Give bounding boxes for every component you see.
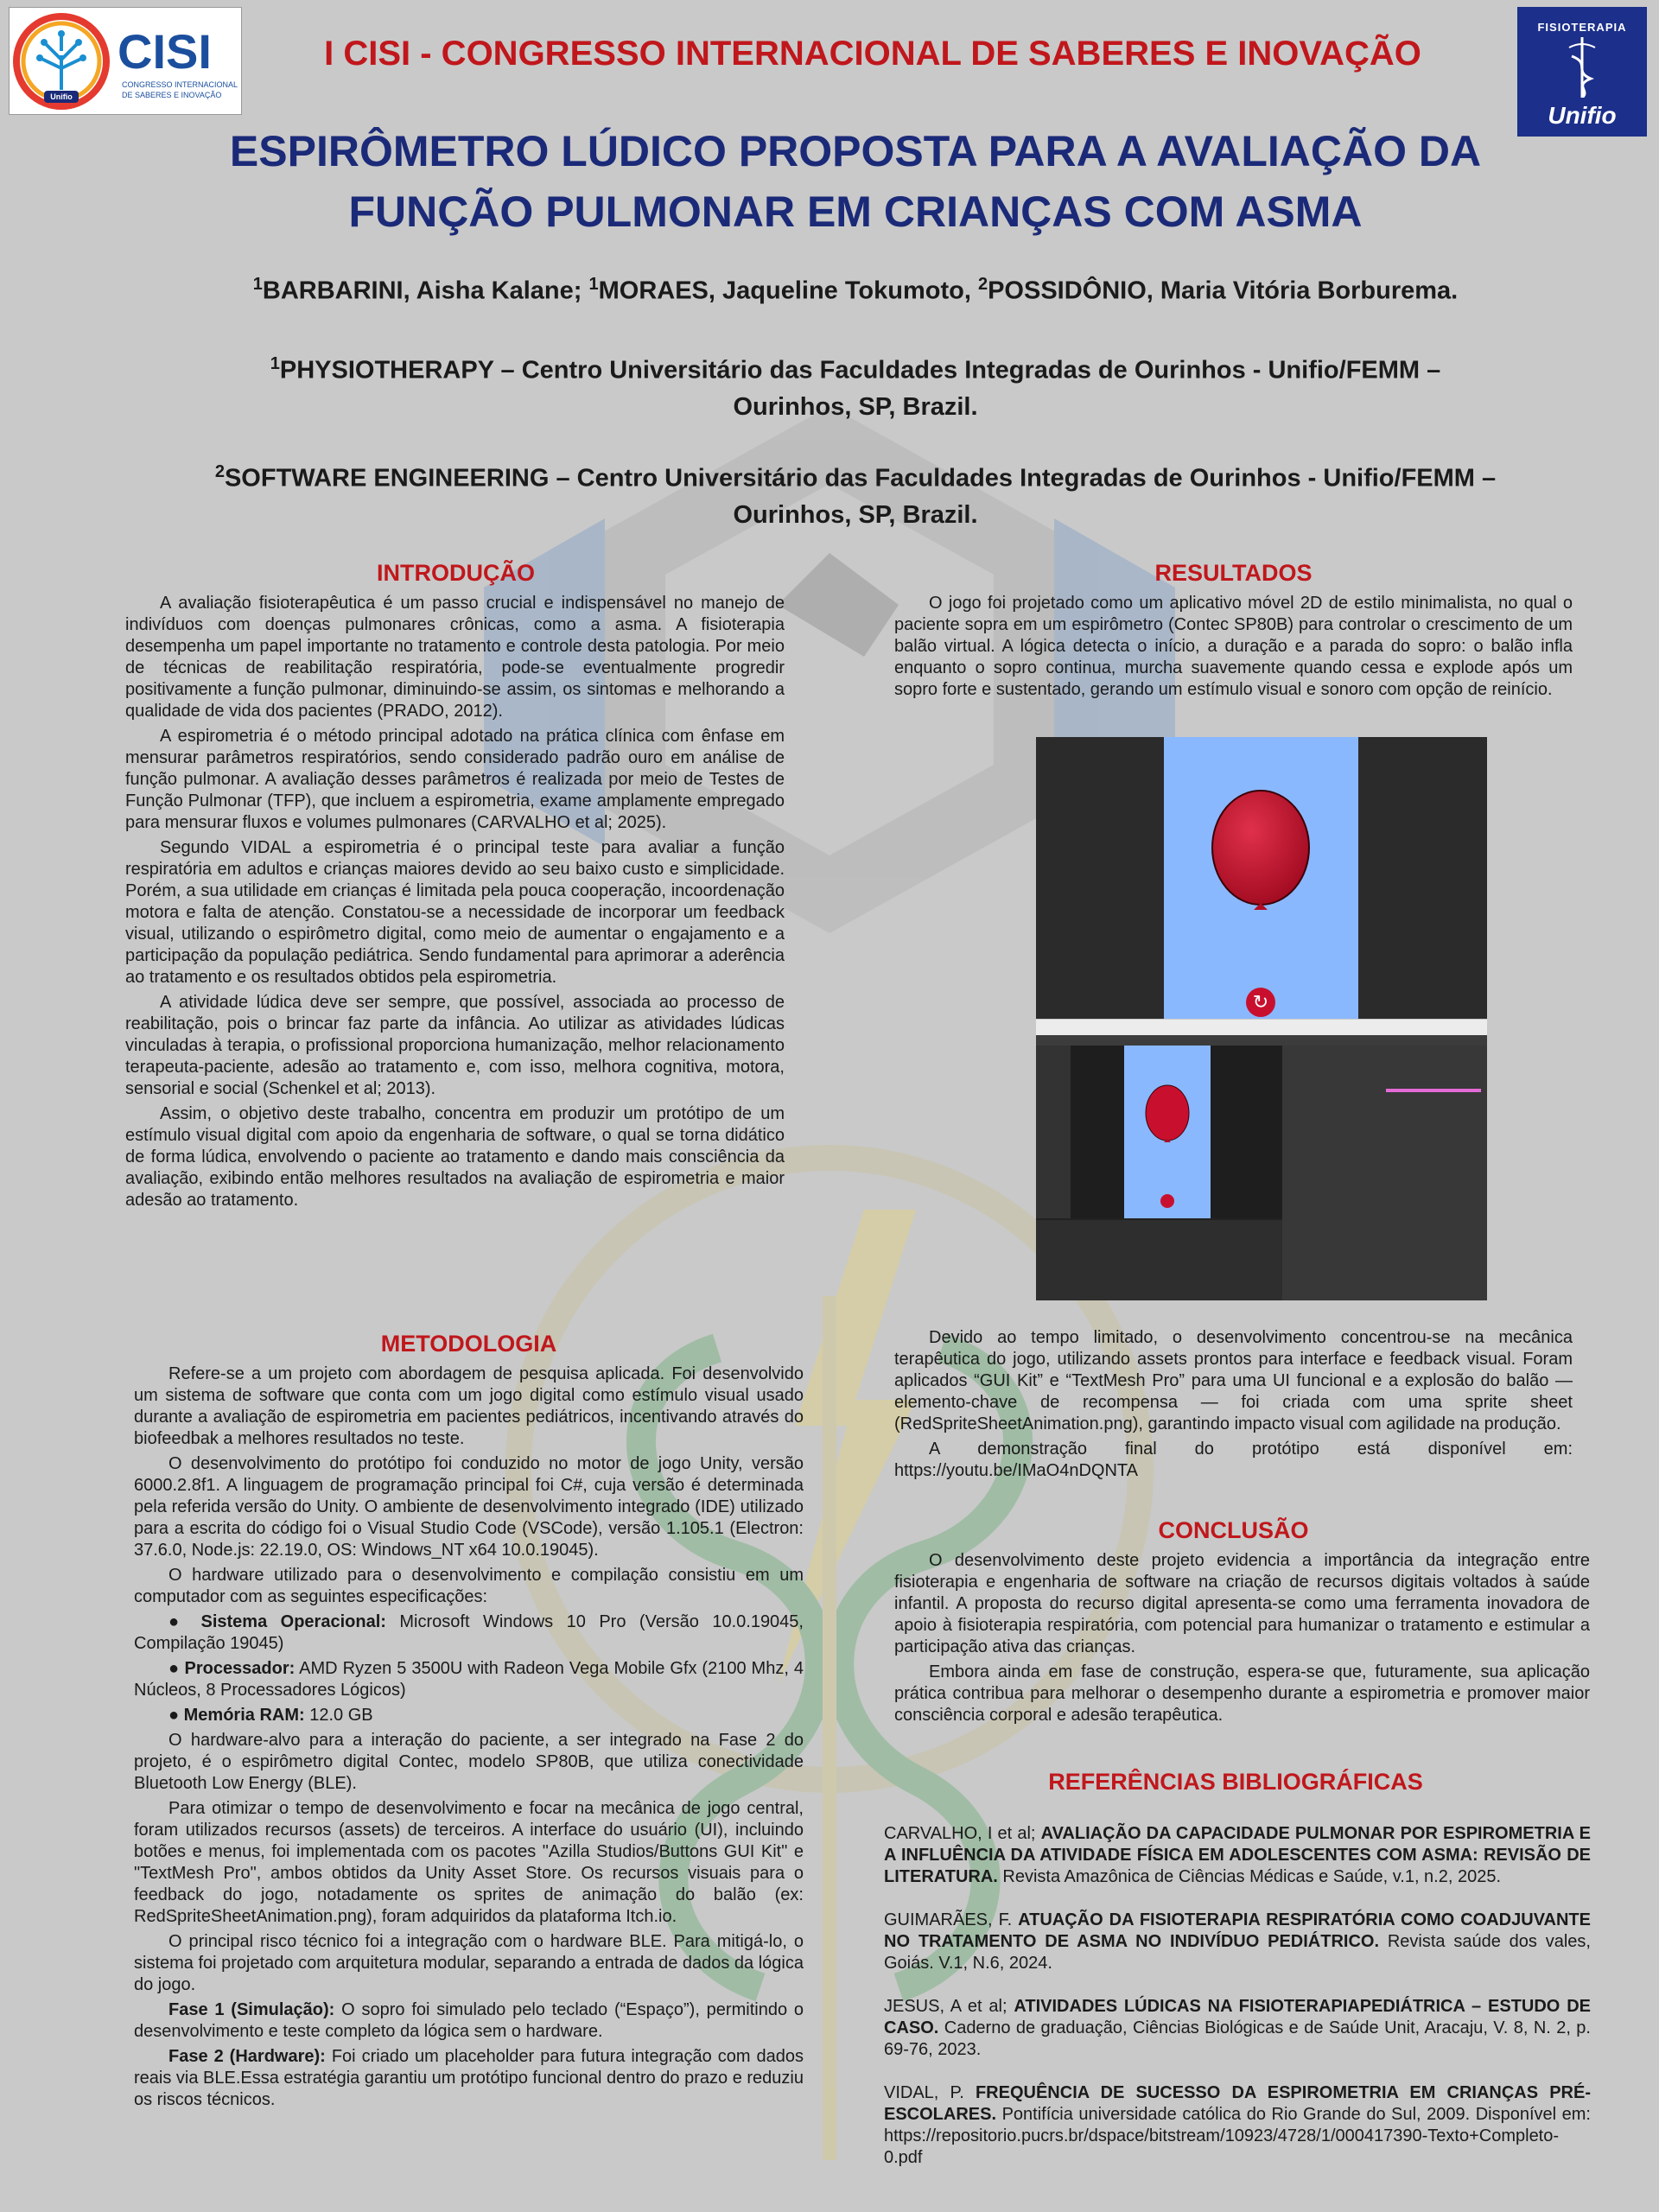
logo-line1: CONGRESSO INTERNACIONAL xyxy=(122,80,238,89)
references-list xyxy=(884,1823,1591,2190)
spec-ram: ● Memória RAM: 12.0 GB xyxy=(168,1706,373,1725)
author-2: MORAES, Jaqueline Tokumoto, xyxy=(598,276,978,305)
logo-right-bottom: Unifio xyxy=(1548,102,1617,129)
method-paragraph: O desenvolvimento do protótipo foi conduzido no motor de jogo Unity, versão 6000.2.8f1. A linguagem de programação principal foi C#, cuja versão é determinada pela referida versão do Unity. O ambiente de desenvolvimento integrado (IDE) utilizado para a escrita do código foi o Visual Studio Code (VSCode), versão 1.105.1 (Electron: 37.6.0, Node.js: 22.19.0, OS: Windows_NT x64 10.0.19045). xyxy=(134,1454,804,1560)
results-paragraph: Devido ao tempo limitado, o desenvolvimento concentrou-se na mecânica terapêutica do jogo, utilizando assets prontos para interface e feedback visual. Foram aplicados “GUI Kit” e “TextMesh Pro” para uma UI funcional e a explosão do balão — elemento-chave de recompensa — foi criada com uma sprite sheet (RedSpriteSheetAnimation.png), garantindo impacto visual com agilidade na produção. xyxy=(894,1328,1573,1433)
title-line-2: FUNÇÃO PULMONAR EM CRIANÇAS COM ASMA xyxy=(348,188,1363,236)
editor-toolbar xyxy=(1036,1035,1487,1046)
unity-editor-screenshot xyxy=(1036,1020,1487,1300)
method-paragraph: Refere-se a um projeto com abordagem de pesquisa aplicada. Foi desenvolvido um sistema de software que conta com um jogo digital como estímulo visual usado durante a avaliação de espirometria em pacientes pediátricos, incentivando através do biofeedbak a melhores resultados no teste. xyxy=(134,1364,804,1448)
intro-body xyxy=(125,593,785,1215)
method-heading: METODOLOGIA xyxy=(380,1331,557,1357)
intro-paragraph: Segundo VIDAL a espirometria é o principal teste para avaliar a função respiratória em adultos e crianças maiores devido ao seu baixo custo e simplicidade. Porém, a sua utilidade em crianças é limitada pela pouca cooperação, incoordenação motora e falta de atenção. Constatou-se a necessidade de incorporar um feedback visual, utilizando o espirômetro digital, como meio de aumentar o engajamento e a participação da população pediátrica. Sendo fundamental para aprimorar a aderência ao tratamento e os resultados obtidos pela espirometria. xyxy=(125,838,785,987)
conclusion-paragraph: O desenvolvimento deste projeto evidencia a importância da integração entre fisioterapia e engenharia de software na criação de recursos digitais voltados à saúde infantil. A proposta do recurso digital apresenta-se como uma ferramenta inovadora de apoio à fisioterapia respiratória, com potencial para humanizar o tratamento e estimular a participação ativa das crianças. xyxy=(894,1551,1590,1656)
project-panel xyxy=(1036,1218,1282,1300)
authors: $^1$BARBARINI, Aisha Kalane; $^1$MORAES, Jaqueline Tokumoto, $^2$POSSIDÔNIO, Maria Vitória Borburema. xyxy=(252,275,1459,305)
scene-panel xyxy=(1071,1046,1282,1218)
intro-heading: INTRODUÇÃO xyxy=(377,560,535,586)
affiliation-2: $^2$SOFTWARE ENGINEERING – Centro Universitário das Faculdades Integradas de Ourinhos - Unifio/FEMM – Ourinhos, SP, Brazil. xyxy=(214,462,1497,529)
method-paragraph: O principal risco técnico foi a integração com o hardware BLE. Para mitigá-lo, o sistema foi projetado com arquitetura modular, separando a entrada de dados da lógica do jogo. xyxy=(134,1932,804,1994)
results-heading: RESULTADOS xyxy=(1154,560,1313,586)
phase-1: Fase 1 (Simulação): O sopro foi simulado pelo teclado (“Espaço”), permitindo o desenvolvimento e teste completo da lógica sem o hardware. xyxy=(134,2000,804,2041)
title-line-1: ESPIRÔMETRO LÚDICO PROPOSTA PARA A AVALIAÇÃO DA xyxy=(229,127,1482,175)
event-title: I CISI - CONGRESSO INTERNACIONAL DE SABERES E INOVAÇÃO xyxy=(324,35,1421,73)
phase-2: Fase 2 (Hardware): Foi criado um placeholder para futura integração com dados reais via BLE.Essa estratégia garantiu um protótipo funcional dentro do prazo e reduziu os riscos técnicos. xyxy=(134,2047,804,2109)
fisioterapia-logo xyxy=(1517,7,1647,137)
editor-titlebar xyxy=(1036,1020,1487,1035)
logo-badge: Unifio xyxy=(50,92,73,101)
poster-title xyxy=(173,121,1538,242)
hierarchy-panel xyxy=(1036,1046,1071,1218)
game-screenshot xyxy=(1036,737,1487,1019)
spec-cpu: ● Processador: AMD Ryzen 5 3500U with Radeon Vega Mobile Gfx (2100 Mhz, 4 Núcleos, 8 Processadores Lógicos) xyxy=(134,1659,804,1700)
method-paragraph: O hardware utilizado para o desenvolvimento e compilação consistiu em um computador com as seguintes especificações: xyxy=(134,1566,804,1606)
restart-button-icon: ↻ xyxy=(1246,988,1275,1017)
results-body-2 xyxy=(894,1327,1573,1485)
author-1: BARBARINI, Aisha Kalane; xyxy=(262,276,589,305)
reference-item: JESUS, A et al; ATIVIDADES LÚDICAS NA FISIOTERAPIAPEDIÁTRICA – ESTUDO DE CASO. Caderno de graduação, Ciências Biológicas e de Saúde Unit, Aracaju, V. 8, N. 2, p. 69-76, 2023. xyxy=(884,1997,1592,2059)
conclusion-paragraph: Embora ainda em fase de construção, espera-se que, futuramente, sua aplicação prática contribua para melhorar o desempenho durante a espirometria e promover maior consciência corporal e adesão terapêutica. xyxy=(894,1662,1590,1725)
reference-item: CARVALHO, I et al; AVALIAÇÃO DA CAPACIDADE PULMONAR POR ESPIROMETRIA E A INFLUÊNCIA DA ATIVIDADE FÍSICA EM ADOLESCENTES COM ASMA: REVISÃO DE LITERATURA. Revista Amazônica de Ciências Médicas e Saúde, v.1, n.2, 2025. xyxy=(884,1824,1592,1886)
author-3: POSSIDÔNIO, Maria Vitória Borburema. xyxy=(988,276,1459,305)
conclusion-heading: CONCLUSÃO xyxy=(1158,1517,1309,1543)
balloon-icon xyxy=(1164,737,1358,1019)
inspector-panel xyxy=(1282,1046,1487,1300)
method-body xyxy=(134,1363,804,2114)
logo-brand: CISI xyxy=(118,24,212,79)
affiliation-1: $^1$PHYSIOTHERAPY – Centro Universitário das Faculdades Integradas de Ourinhos - Unifio/FEMM – Ourinhos, SP, Brazil. xyxy=(270,354,1441,421)
results-paragraph: O jogo foi projetado como um aplicativo móvel 2D de estilo minimalista, no qual o paciente sopra em um espirômetro (Contec SP80B) para controlar o crescimento de um balão virtual. A lógica detecta o início, a duração e a parada do sopro: o balão infla enquanto o sopro continua, murcha suavemente quando cessa e explode após um sopro forte e sustentado, gerando um estímulo visual e sonoro com opção de reinício. xyxy=(894,594,1573,699)
balloon-preview-icon xyxy=(1124,1046,1211,1218)
spec-os: ● Sistema Operacional: Microsoft Windows 10 Pro (Versão 10.0.19045, Compilação 19045) xyxy=(134,1612,804,1653)
caduceus-icon xyxy=(1556,37,1608,98)
cisi-logo xyxy=(9,7,242,115)
intro-paragraph: Assim, o objetivo deste trabalho, concentra em produzir um protótipo de um estímulo visual digital com apoio da engenharia de software, o qual se torna didático de forma lúdica, envolvendo o paciente ao tratamento e dando mais consciência da avaliação, exibindo então melhores resultados na avaliação de espirometria e maior adesão ao tratamento. xyxy=(125,1104,785,1210)
logo-right-top: FISIOTERAPIA xyxy=(1537,21,1627,34)
intro-paragraph: A avaliação fisioterapêutica é um passo crucial e indispensável no manejo de indivíduos com doenças pulmonares crônicas, como a asma. A fisioterapia desempenha um papel importante no tratamento e controle desta patologia. Por meio de técnicas de reabilitação respiratória, pode-se eventualmente progredir positivamente a função pulmonar, diminuindo-se assim, os sintomas e melhorando a qualidade de vida dos pacientes (PRADO, 2012). xyxy=(125,594,785,721)
intro-paragraph: A espirometria é o método principal adotado na prática clínica com ênfase em mensurar parâmetros respiratórios, sendo considerado padrão ouro em análise de função pulmonar. A avaliação desses parâmetros é realizada por meio de Testes de Função Pulmonar (TFP), que incluem a espirometria, exame amplamente empregado para mensurar fluxos e volumes pulmonares (CARVALHO et al; 2025). xyxy=(125,727,785,832)
intro-paragraph: A atividade lúdica deve ser sempre, que possível, associada ao processo de reabilitação, pois o brincar faz parte da infância. Ao utilizar as atividades lúdicas vinculadas à terapia, o profissional proporciona humanização, melhor relacionamento terapeuta-paciente, adesão ao tratamento e, com isso, melhora cognitiva, motora, sensorial e social (Schenkel et al; 2013). xyxy=(125,993,785,1098)
reference-item: VIDAL, P. FREQUÊNCIA DE SUCESSO DA ESPIROMETRIA EM CRIANÇAS PRÉ-ESCOLARES. Pontifícia universidade católica do Rio Grande do Sul, 2009. Disponível em: https://repositorio.pucrs.br/dspace/bitstream/10923/4728/1/000417390-Texto+Completo-0.pdf xyxy=(884,2083,1591,2167)
results-body xyxy=(894,593,1573,704)
demo-link-text: A demonstração final do protótipo está disponível em: https://youtu.be/IMaO4nDQNTA xyxy=(894,1440,1573,1480)
logo-line2: DE SABERES E INOVAÇÃO xyxy=(122,91,222,99)
conclusion-body xyxy=(894,1550,1590,1730)
method-paragraph: Para otimizar o tempo de desenvolvimento e focar na mecânica de jogo central, foram utilizados recursos (assets) de terceiros. A interface do usuário (UI), incluindo botões e menus, foi implementada com os pacotes "Azilla Studios/Buttons GUI Kit" e "TextMesh Pro", ambos obtidos da Unity Asset Store. Os recursos visuais para o feedback do jogo, notadamente os sprites de animação do balão (ex: RedSpriteSheetAnimation.png), foram adquiridos da plataforma Itch.io. xyxy=(134,1799,804,1926)
reference-item: GUIMARÃES, F. ATUAÇÃO DA FISIOTERAPIA RESPIRATÓRIA COMO COADJUVANTE NO TRATAMENTO DE ASMA NO INDIVÍDUO PEDIÁTRICO. Revista saúde dos vales, Goiás. V.1, N.6, 2024. xyxy=(884,1910,1591,1973)
references-heading: REFERÊNCIAS BIBLIOGRÁFICAS xyxy=(1048,1769,1423,1795)
method-paragraph: O hardware-alvo para a interação do paciente, a ser integrado na Fase 2 do projeto, é o espirômetro digital Contec, modelo SP80B, que utiliza conectividade Bluetooth Low Energy (BLE). xyxy=(134,1731,804,1793)
